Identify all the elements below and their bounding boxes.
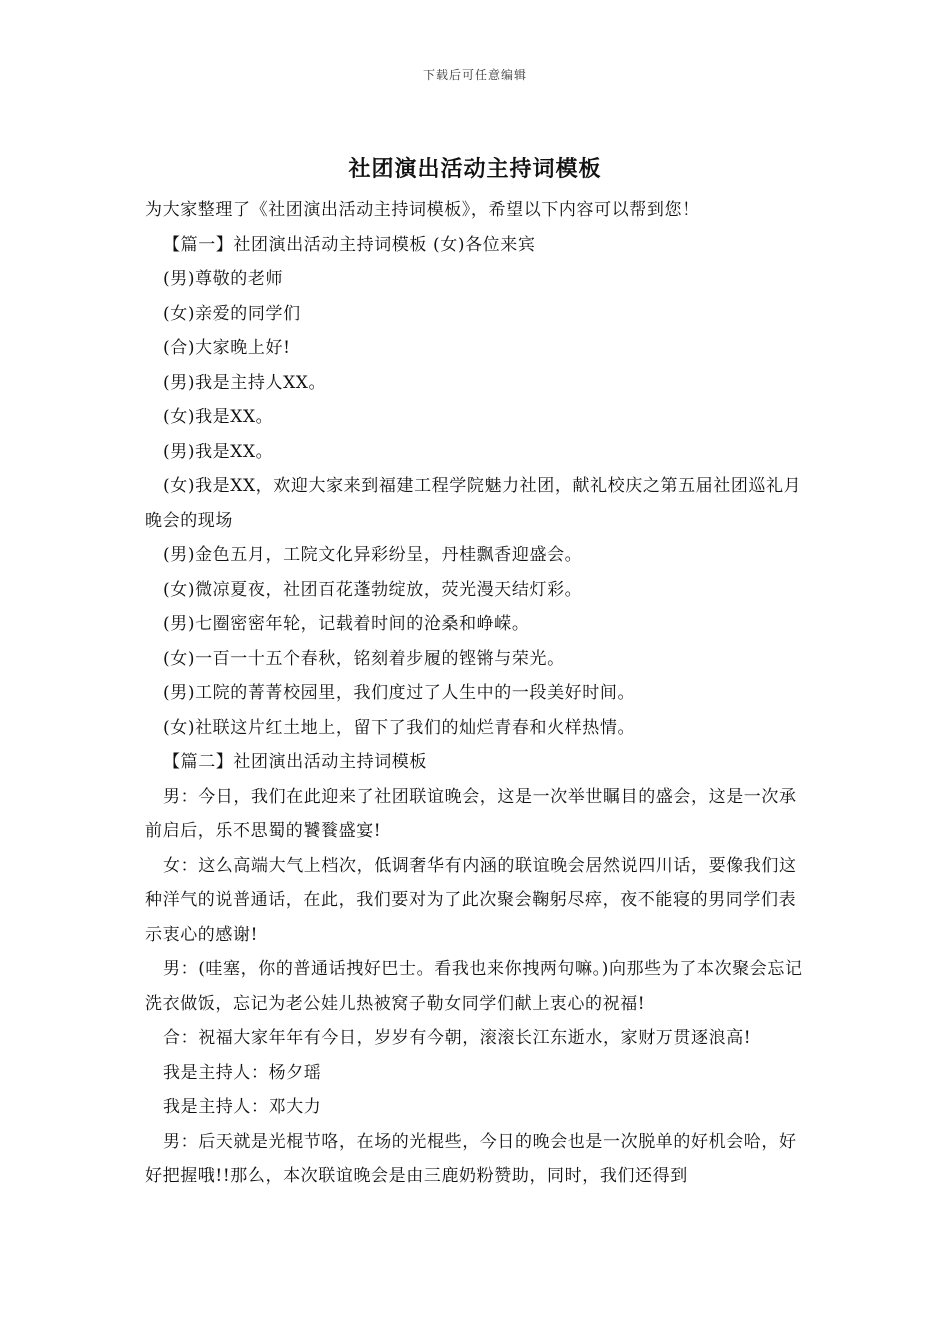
paragraph: (合)大家晚上好! [163,338,291,358]
paragraph: (女)社联这片红土地上，留下了我们的灿烂青春和火样热情。 [163,717,636,738]
paragraph: 【篇一】社团演出活动主持词模板 (女)各位来宾 [163,234,536,255]
document-body [145,193,810,1194]
paragraph: (男)我是XX。 [163,441,274,462]
paragraph: 女：这么高端大气上档次，低调奢华有内涵的联谊晚会居然说四川话，要像我们这种洋气的说普通话，在此，我们要对为了此次聚会鞠躬尽瘁，夜不能寝的男同学们表示衷心的感谢! [145,855,797,945]
header-note: 下载后可任意编辑 [422,68,527,82]
paragraph: 【篇二】社团演出活动主持词模板 [163,752,427,772]
paragraph: (女)我是XX。 [163,407,274,427]
document-title: 社团演出活动主持词模板 [348,156,602,182]
paragraph: (女)我是XX，欢迎大家来到福建工程学院魅力社团，献礼校庆之第五届社团巡礼月晚会的现场 [145,476,802,531]
paragraph: (男)金色五月，工院文化异彩纷呈，丹桂飘香迎盛会。 [163,545,583,565]
paragraph: (女)微凉夏夜，社团百花蓬勃绽放，荧光漫天结灯彩。 [163,579,583,600]
paragraph: 男：今日，我们在此迎来了社团联谊晚会，这是一次举世瞩目的盛会，这是一次承前启后，乐不思蜀的饕餮盛宴! [145,786,797,841]
paragraph: 男：(哇塞，你的普通话拽好巴士。看我也来你拽两句嘛。)向那些为了本次聚会忘记洗衣做饭，忘记为老公娃儿热被窝子勒女同学们献上衷心的祝福! [145,959,803,1014]
paragraph: (男)工院的菁菁校园里，我们度过了人生中的一段美好时间。 [163,683,636,703]
paragraph: (女)亲爱的同学们 [163,303,301,324]
paragraph: (男)尊敬的老师 [163,269,284,289]
paragraph: 我是主持人：邓大力 [163,1097,322,1117]
paragraph: 为大家整理了《社团演出活动主持词模板》，希望以下内容可以帮到您！ [145,200,700,220]
paragraph: 我是主持人：杨夕瑶 [163,1062,322,1083]
paragraph: (男)七圈密密年轮，记载着时间的沧桑和峥嵘。 [163,614,530,634]
paragraph: 合：祝福大家年年有今日，岁岁有今朝，滚滚长江东逝水，家财万贯逐浪高! [163,1028,752,1048]
paragraph: (男)我是主持人XX。 [163,372,327,393]
paragraph: (女)一百一十五个春秋，铭刻着步履的铿锵与荣光。 [163,648,565,669]
paragraph: 男：后天就是光棍节咯，在场的光棍些，今日的晚会也是一次脱单的好机会哈，好好把握哦!!那么，本次联谊晚会是由三鹿奶粉赞助，同时，我们还得到 [145,1131,797,1186]
